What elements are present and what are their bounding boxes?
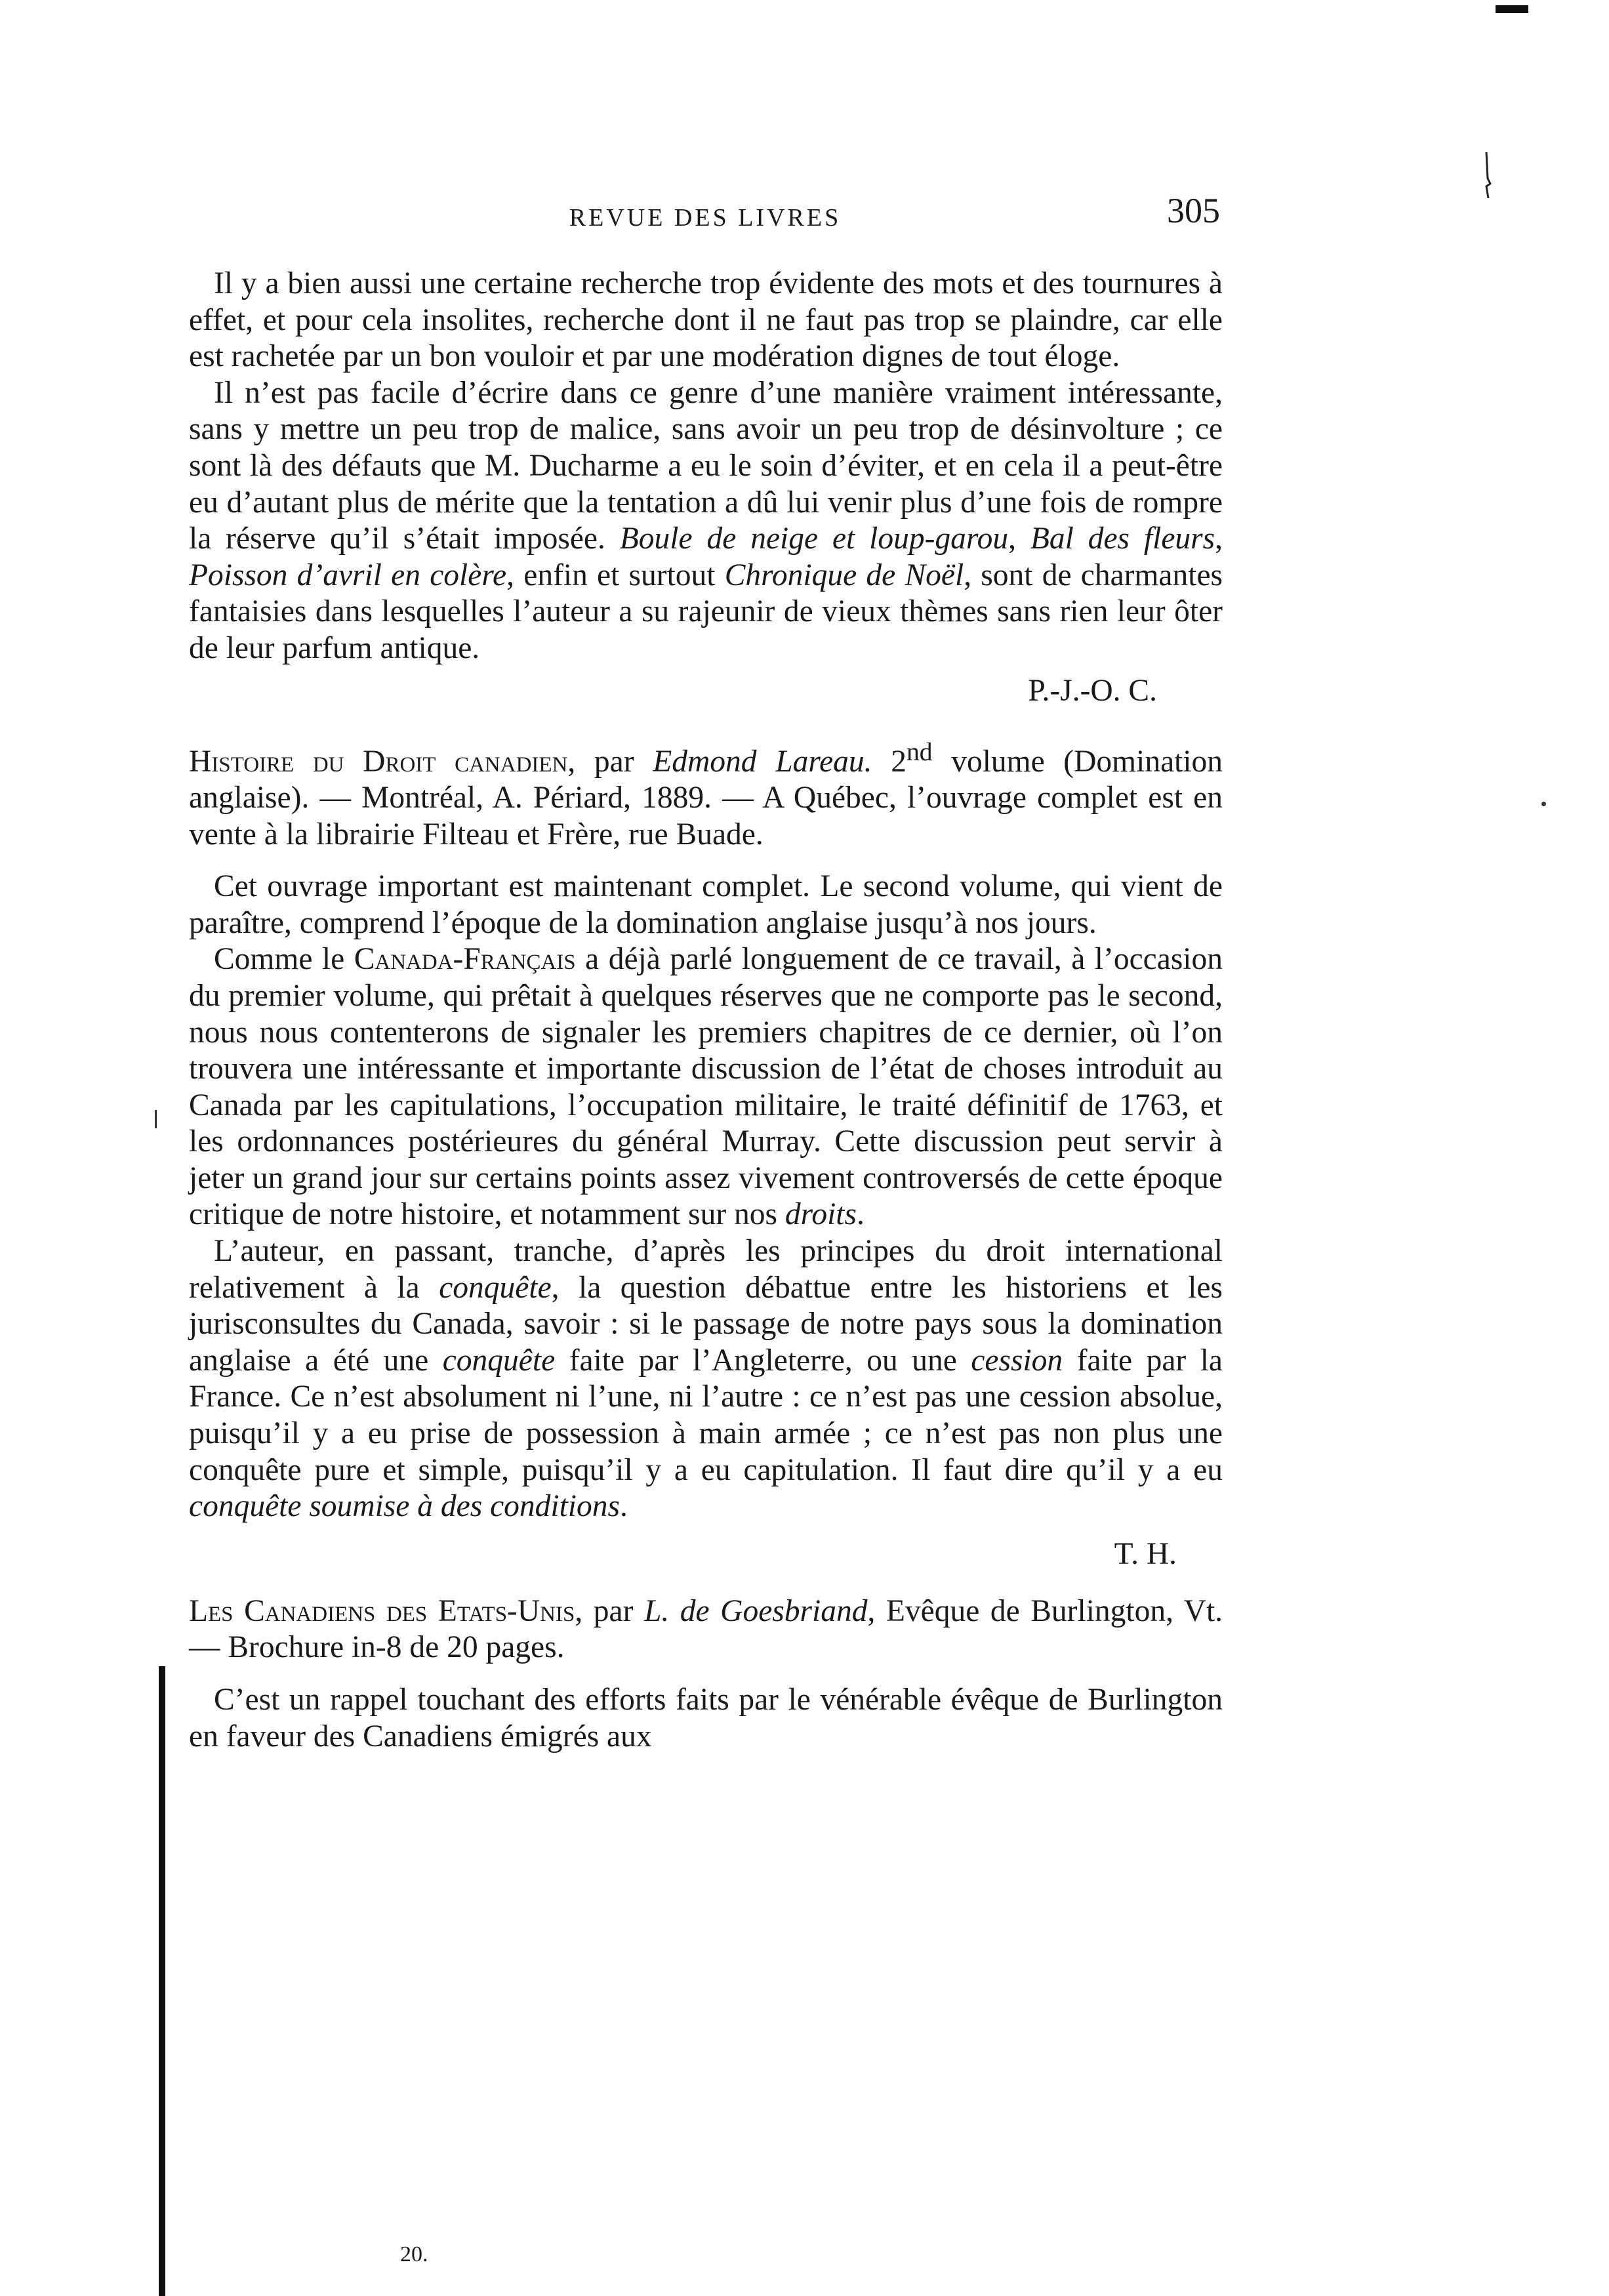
paragraph: C’est un rappel touchant des efforts faits par le vénérable évêque de Burlington en faveur des Canadiens émigrés aux bbox=[189, 1683, 1223, 1753]
scan-margin-tick bbox=[155, 1110, 157, 1128]
paragraph: Il y a bien aussi une certaine recherche trop évidente des mots et des tournures à effet, et pour cela insolites, recherche dont il ne faut pas trop se plaindre, car elle est rachetée par un bon vouloir et par une modération dignes de tout éloge. bbox=[189, 266, 1223, 374]
italic-title: Boule de neige et loup-garou bbox=[619, 522, 1009, 556]
page-number: 305 bbox=[1167, 191, 1220, 230]
paragraph: Comme le Canada-Français a déjà parlé longuement de ce travail, à l’occasion du premier volume, qui prêtait à quelques réserves que ne comporte pas le second, nous nous contenterons de signaler les premiers chapitres de ce dernier, où l’on trouvera une intéressante et importante discussion de l’état de choses introduit au Canada par les capitulations, l’occupation militaire, le traité définitif de 1763, et les ordonnances postérieures du général Murray. Cette discussion peut servir à jeter un grand jour sur certains points assez vivement controversés de cette époque critique de notre histoire, et notamment sur nos droits. bbox=[189, 942, 1223, 1232]
page-header bbox=[190, 190, 1220, 243]
book-author: Edmond Lareau. bbox=[653, 744, 872, 779]
book-entry: Les Canadiens des Etats-Unis, par L. de Goesbriand, Evêque de Burlington, Vt. — Brochure in-8 de 20 pages. bbox=[189, 1593, 1223, 1665]
scan-speck bbox=[1541, 802, 1546, 806]
scan-binding-rule bbox=[159, 1666, 165, 2296]
signature-mark: 20. bbox=[400, 2242, 428, 2266]
scan-edge-mark bbox=[1484, 152, 1492, 198]
book-title: Histoire du Droit canadien bbox=[189, 744, 568, 779]
book-title: Les Canadiens des Etats-Unis bbox=[189, 1593, 575, 1628]
italic-title: Chronique de Noël bbox=[724, 558, 964, 592]
scan-corner-mark bbox=[1496, 5, 1528, 13]
paragraph: Il n’est pas facile d’écrire dans ce genre d’une manière vraiment intéressante, sans y mettre un peu trop de malice, sans avoir un peu trop de désinvolture ; ce sont là des défauts que M. Ducharme a eu le soin d’éviter, et en cela il a peut-être eu d’autant plus de mérite que la tentation a dû lui venir plus d’une fois de rompre la réserve qu’il s’était imposée. Boule de neige et loup-garou, Bal des fleurs, Poisson d’avril en colère, enfin et surtout Chronique de Noël, sont de charmantes fantaisies dans lesquelles l’auteur a su rajeunir de vieux thèmes sans rien leur ôter de leur parfum antique. bbox=[189, 375, 1223, 665]
italic-title: Poisson d’avril en colère bbox=[189, 558, 507, 592]
book-author: L. de Goesbriand bbox=[643, 1593, 868, 1628]
page-text bbox=[189, 266, 1223, 1755]
review-signature: P.-J.-O. C. bbox=[1028, 673, 1157, 708]
running-head: REVUE DES LIVRES bbox=[569, 204, 842, 232]
italic-title: Bal des fleurs bbox=[1030, 522, 1215, 556]
paragraph: Cet ouvrage important est maintenant complet. Le second volume, qui vient de paraître, comprend l’époque de la domination anglaise jusqu’à nos jours. bbox=[189, 869, 1223, 940]
book-entry: Histoire du Droit canadien, par Edmond Lareau. 2nd volume (Domination anglaise). — Montréal, A. Périard, 1889. — A Québec, l’ouvrage complet est en vente à la librairie Filteau et Frère, rue Buade. bbox=[189, 737, 1223, 851]
paragraph: L’auteur, en passant, tranche, d’après les principes du droit international relativement à la conquête, la question débattue entre les historiens et les jurisconsultes du Canada, savoir : si le passage de notre pays sous la domination anglaise a été une conquête faite par l’Angleterre, ou une cession faite par la France. Ce n’est absolument ni l’une, ni l’autre : ce n’est pas une cession absolue, puisqu’il y a eu prise de possession à main armée ; ce n’est pas non plus une conquête pure et simple, puisqu’il y a eu capitulation. Il faut dire qu’il y a eu conquête soumise à des conditions. bbox=[189, 1234, 1223, 1524]
review-signature: T. H. bbox=[1114, 1536, 1177, 1571]
